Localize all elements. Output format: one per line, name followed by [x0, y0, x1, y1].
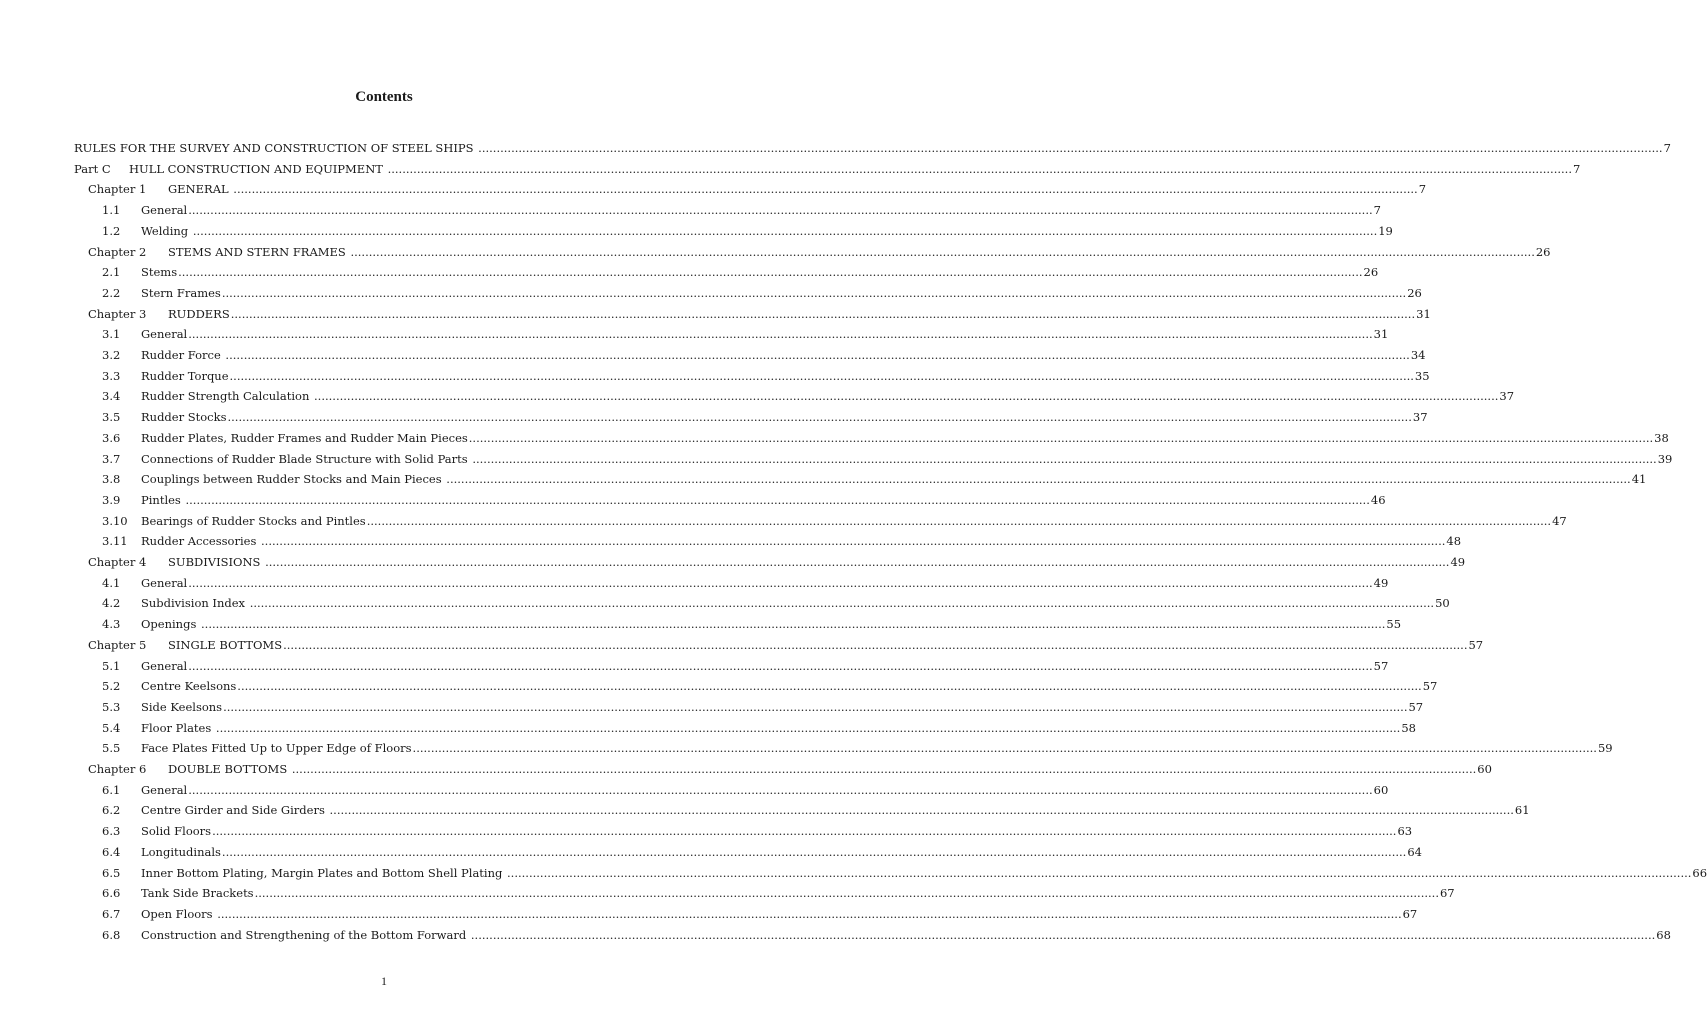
toc-entry-part[interactable] [74, 159, 1581, 179]
toc-entry-section[interactable] [102, 490, 1386, 510]
dot-leader [264, 552, 1450, 572]
toc-entry-page: 49 [1373, 576, 1389, 590]
toc-entry-page: 26 [1535, 245, 1551, 259]
toc-entry-page: 55 [1386, 617, 1402, 631]
toc-entry-title: Centre Keelsons [141, 679, 237, 693]
toc-entry-number: Part C [74, 162, 126, 176]
toc-entry-page: 68 [1656, 928, 1671, 942]
dot-leader [232, 179, 1418, 199]
toc-entry-title: Subdivision Index [141, 596, 249, 610]
toc-entry-section[interactable] [102, 656, 1389, 676]
toc-entry-number: 3.11 [102, 534, 128, 548]
toc-entry-page: 38 [1654, 431, 1669, 445]
dot-leader [470, 925, 1656, 945]
toc-entry-number: 3.6 [102, 431, 121, 445]
toc-entry-chapter[interactable] [88, 635, 1484, 655]
toc-entry-page: 26 [1407, 286, 1422, 300]
dot-leader [187, 573, 1373, 593]
dot-leader [192, 221, 1378, 241]
dot-leader [221, 283, 1407, 303]
toc-entry-number: 4.3 [102, 617, 121, 631]
toc-entry-title: Open Floors [141, 907, 217, 921]
toc-entry-page: 67 [1439, 886, 1455, 900]
toc-entry-page: 58 [1401, 721, 1416, 735]
toc-entry-section[interactable] [102, 614, 1402, 634]
toc-entry-number: 5.4 [102, 721, 121, 735]
toc-entry-number: 3.5 [102, 410, 121, 424]
dot-leader [260, 531, 1446, 551]
toc-entry-page: 31 [1373, 327, 1389, 341]
toc-entry-chapter[interactable] [88, 759, 1492, 779]
toc-entry-title: General [141, 659, 188, 673]
toc-entry-page: 57 [1408, 700, 1424, 714]
toc-entry-section[interactable] [102, 697, 1424, 717]
toc-entry-page: 7 [1663, 141, 1671, 155]
toc-entry-title: RUDDERS [168, 307, 230, 321]
dot-leader [221, 842, 1407, 862]
toc-entry-title: DOUBLE BOTTOMS [168, 762, 291, 776]
dot-leader [216, 904, 1402, 924]
toc-entry-section[interactable] [102, 904, 1418, 924]
toc-entry-section[interactable] [102, 511, 1567, 531]
toc-entry-page: 48 [1446, 534, 1462, 548]
toc-entry-title: Pintles [141, 493, 185, 507]
dot-leader [215, 718, 1401, 738]
toc-entry-number: 6.2 [102, 803, 121, 817]
dot-leader [224, 345, 1410, 365]
toc-entry-title: Couplings between Rudder Stocks and Main Pieces [141, 472, 446, 486]
dot-leader [291, 759, 1477, 779]
toc-entry-page: 41 [1631, 472, 1647, 486]
toc-entry-page: 37 [1412, 410, 1428, 424]
dot-leader [249, 593, 1435, 613]
toc-entry-page: 7 [1373, 203, 1381, 217]
toc-entry-number: 6.6 [102, 886, 121, 900]
toc-entry-section[interactable] [102, 883, 1455, 903]
toc-entry-number: 3.3 [102, 369, 121, 383]
toc-entry-title: Solid Floors [141, 824, 212, 838]
toc-entry-number: 3.1 [102, 327, 121, 341]
toc-entry-page: 67 [1402, 907, 1418, 921]
dot-leader [254, 883, 1440, 903]
dot-leader [329, 800, 1515, 820]
page-number: 1 [381, 974, 387, 988]
toc-entry-page: 60 [1477, 762, 1492, 776]
toc-entry-number: 2.2 [102, 286, 121, 300]
toc-entry-title: Rudder Stocks [141, 410, 227, 424]
toc-entry-number: Chapter 1 [88, 182, 147, 196]
dot-leader [187, 656, 1373, 676]
dot-leader [177, 262, 1363, 282]
toc-entry-section[interactable] [102, 262, 1379, 282]
toc-entry-page: 19 [1378, 224, 1393, 238]
dot-leader [313, 386, 1499, 406]
toc-entry-number: 6.7 [102, 907, 121, 921]
toc-entry-page: 49 [1450, 555, 1466, 569]
toc-entry-number: 6.1 [102, 783, 121, 797]
toc-entry-title: RULES FOR THE SURVEY AND CONSTRUCTION OF STEEL SHIPS [74, 141, 478, 155]
toc-entry-title: Stern Frames [141, 286, 221, 300]
dot-leader [222, 697, 1408, 717]
toc-entry-chapter[interactable] [88, 179, 1427, 199]
toc-entry-number: Chapter 2 [88, 245, 147, 259]
toc-entry-title: General [141, 203, 188, 217]
toc-entry-number: 3.8 [102, 472, 121, 486]
toc-entry-number: 3.10 [102, 514, 128, 528]
toc-entry-page: 63 [1397, 824, 1413, 838]
dot-leader [445, 469, 1631, 489]
toc-entry-number: 3.4 [102, 389, 121, 403]
toc-entry-section[interactable] [102, 449, 1673, 469]
toc-entry-title: GENERAL [168, 182, 233, 196]
toc-entry-section[interactable] [102, 324, 1389, 344]
toc-entry-page: 37 [1499, 389, 1515, 403]
toc-entry-number: Chapter 3 [88, 307, 147, 321]
toc-entry-title: General [141, 576, 188, 590]
toc-entry-title: Face Plates Fitted Up to Upper Edge of Floors [141, 741, 412, 755]
toc-entry-number: 6.3 [102, 824, 121, 838]
toc-entry-page: 59 [1597, 741, 1613, 755]
dot-leader [477, 138, 1663, 158]
toc-entry-chapter[interactable] [88, 242, 1551, 262]
toc-entry-page: 26 [1363, 265, 1379, 279]
dot-leader [236, 676, 1422, 696]
toc-entry-title: Centre Girder and Side Girders [141, 803, 329, 817]
dot-leader [468, 428, 1654, 448]
toc-entry-section[interactable] [102, 573, 1389, 593]
toc-entry-section[interactable] [102, 200, 1381, 220]
toc-entry-number: 5.2 [102, 679, 121, 693]
toc-entry-title: SINGLE BOTTOMS [168, 638, 283, 652]
toc-entry-page: 7 [1572, 162, 1581, 176]
toc-entry-section[interactable] [102, 593, 1450, 613]
toc-entry-number: 3.7 [102, 452, 121, 466]
page-title: Contents [355, 89, 413, 105]
toc-entry-page: 57 [1373, 659, 1389, 673]
toc-entry-section[interactable] [102, 221, 1393, 241]
toc-entry-number: 5.3 [102, 700, 121, 714]
toc-entry-page: 7 [1418, 182, 1427, 196]
toc-entry-number: 6.5 [102, 866, 121, 880]
toc-entry-page: 35 [1414, 369, 1430, 383]
dot-leader [226, 407, 1412, 427]
toc-entry-title: Longitudinals [141, 845, 221, 859]
toc-entry-title: Bearings of Rudder Stocks and Pintles [141, 514, 366, 528]
toc-entry-title: General [141, 327, 188, 341]
toc-entry-page: 39 [1657, 452, 1673, 466]
toc-entry-section[interactable] [102, 531, 1462, 551]
toc-entry-title: Stems [141, 265, 178, 279]
toc-entry-title: STEMS AND STERN FRAMES [168, 245, 350, 259]
toc-entry-section[interactable] [102, 366, 1430, 386]
toc-entry-section[interactable] [102, 800, 1530, 820]
toc-entry-title: Construction and Strengthening of the Bottom Forward [141, 928, 470, 942]
toc-entry-number: 2.1 [102, 265, 121, 279]
toc-entry-number: 6.4 [102, 845, 121, 859]
toc-entry-section[interactable] [102, 821, 1413, 841]
toc-entry-number: Chapter 4 [88, 555, 147, 569]
toc-entry-number: Chapter 6 [88, 762, 147, 776]
toc-entry-page: 50 [1435, 596, 1450, 610]
dot-leader [184, 490, 1370, 510]
toc-entry-section[interactable] [102, 780, 1389, 800]
toc-entry-title: Rudder Torque [141, 369, 229, 383]
toc-entry-section[interactable] [102, 842, 1422, 862]
toc-entry-page: 66 [1692, 866, 1707, 880]
toc-entry-title: Connections of Rudder Blade Structure with Solid Parts [141, 452, 472, 466]
toc-entry-number: 4.1 [102, 576, 121, 590]
toc-entry-number: 4.2 [102, 596, 121, 610]
dot-leader [366, 511, 1552, 531]
dot-leader [471, 449, 1657, 469]
toc-entry-number: Chapter 5 [88, 638, 147, 652]
toc-entry-section[interactable] [102, 469, 1647, 489]
toc-entry-title: SUBDIVISIONS [168, 555, 265, 569]
toc-entry-page: 34 [1410, 348, 1426, 362]
toc-entry-page: 61 [1514, 803, 1530, 817]
toc-entry-section[interactable] [102, 386, 1515, 406]
toc-entry-page: 46 [1370, 493, 1386, 507]
toc-entry-chapter[interactable] [88, 552, 1466, 572]
toc-entry-title: Welding [141, 224, 192, 238]
toc-entry-number: 1.1 [102, 203, 121, 217]
toc-entry-page: 57 [1468, 638, 1484, 652]
toc-entry-section[interactable] [102, 925, 1671, 945]
toc-entry-number: 5.5 [102, 741, 121, 755]
toc-entry-title: HULL CONSTRUCTION AND EQUIPMENT [129, 162, 387, 176]
toc-entry-section[interactable] [102, 718, 1416, 738]
dot-leader [230, 304, 1416, 324]
dot-leader [229, 366, 1415, 386]
toc-entry-title: General [141, 783, 188, 797]
dot-leader [187, 200, 1373, 220]
toc-entry-section[interactable] [102, 407, 1428, 427]
toc-entry-title: Floor Plates [141, 721, 215, 735]
toc-entry-title: Rudder Force [141, 348, 225, 362]
toc-entry-section[interactable] [102, 676, 1438, 696]
toc-entry-chapter[interactable] [88, 304, 1431, 324]
toc-entry-page: 47 [1552, 514, 1567, 528]
dot-leader [412, 738, 1598, 758]
toc-entry-title: Rudder Strength Calculation [141, 389, 314, 403]
dot-leader [200, 614, 1386, 634]
toc-entry-page: 64 [1407, 845, 1422, 859]
toc-entry-section[interactable] [102, 345, 1426, 365]
toc-entry-number: 1.2 [102, 224, 121, 238]
toc-entry-section[interactable] [102, 863, 1707, 883]
toc-entry-title: Inner Bottom Plating, Margin Plates and Bottom Shell Plating [141, 866, 507, 880]
toc-entry-title: Tank Side Brackets [141, 886, 254, 900]
toc-entry-page: 31 [1416, 307, 1431, 321]
toc-entry-section[interactable] [102, 428, 1669, 448]
dot-leader [211, 821, 1397, 841]
toc-entry-number: 6.8 [102, 928, 121, 942]
toc-entry-rules[interactable] [74, 138, 1671, 158]
toc-entry-title: Rudder Accessories [141, 534, 261, 548]
toc-entry-title: Rudder Plates, Rudder Frames and Rudder Main Pieces [141, 431, 468, 445]
toc-entry-title: Openings [141, 617, 201, 631]
toc-entry-number: 3.9 [102, 493, 121, 507]
dot-leader [187, 324, 1373, 344]
toc-entry-number: 5.1 [102, 659, 121, 673]
dot-leader [187, 780, 1373, 800]
dot-leader [387, 159, 1573, 179]
dot-leader [506, 863, 1692, 883]
toc-entry-number: 3.2 [102, 348, 121, 362]
toc-entry-section[interactable] [102, 283, 1422, 303]
toc-entry-page: 57 [1422, 679, 1438, 693]
dot-leader [349, 242, 1535, 262]
toc-entry-section[interactable] [102, 738, 1613, 758]
toc-entry-page: 60 [1373, 783, 1389, 797]
toc-entry-title: Side Keelsons [141, 700, 223, 714]
dot-leader [282, 635, 1468, 655]
